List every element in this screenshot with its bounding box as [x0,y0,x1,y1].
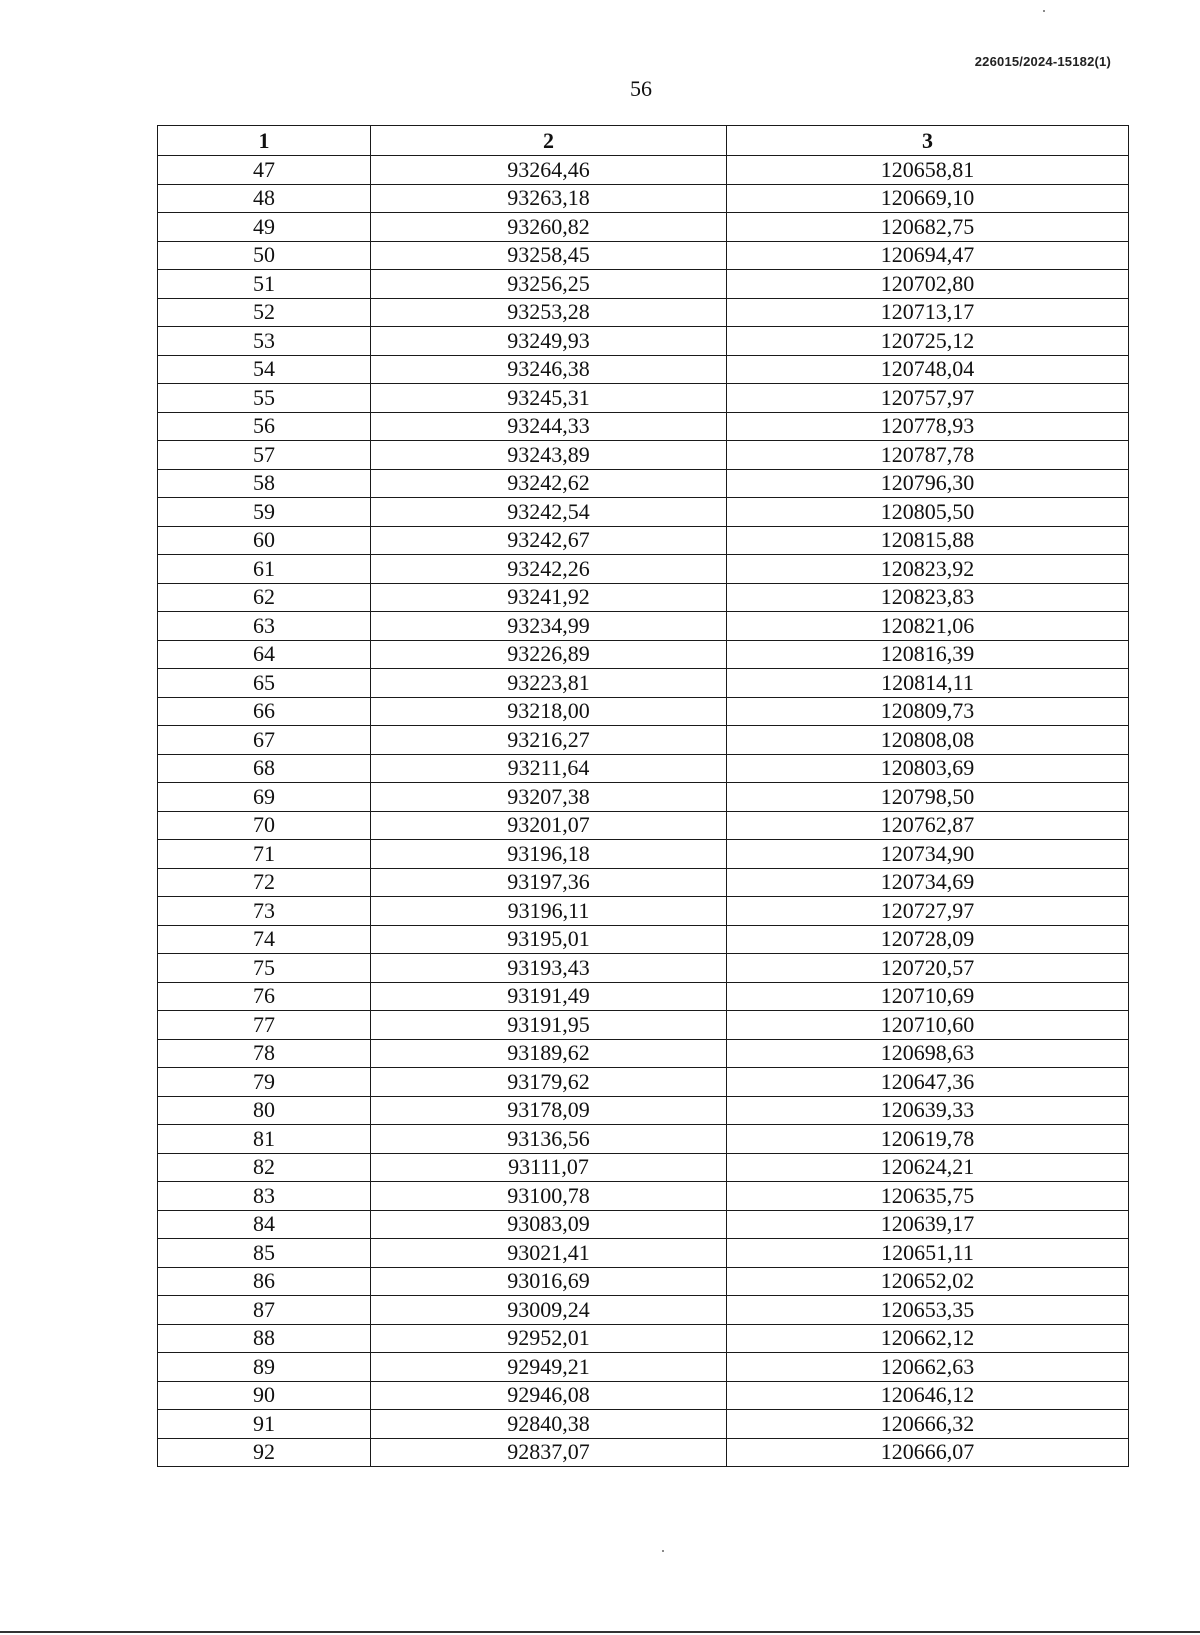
table-row [158,1353,1129,1382]
table-row [158,213,1129,242]
table-cell-col-1: 54 [158,355,371,384]
scan-speck [1043,10,1045,12]
table-row [158,1182,1129,1211]
table-row [158,1068,1129,1097]
table-cell-col-2: 93193,43 [371,954,727,983]
table-cell-col-1: 62 [158,583,371,612]
table-cell-col-3: 120662,12 [727,1324,1129,1353]
table-cell-col-3: 120814,11 [727,669,1129,698]
table-cell-col-1: 59 [158,498,371,527]
table-cell-col-3: 120734,90 [727,840,1129,869]
table-row [158,526,1129,555]
table-cell-col-2: 93016,69 [371,1267,727,1296]
table-row [158,327,1129,356]
table-cell-col-2: 93111,07 [371,1153,727,1182]
table-cell-col-1: 55 [158,384,371,413]
document-id: 226015/2024-15182(1) [974,54,1111,69]
table-cell-col-2: 93197,36 [371,868,727,897]
table-cell-col-2: 93226,89 [371,640,727,669]
table-cell-col-2: 92840,38 [371,1410,727,1439]
table-cell-col-3: 120624,21 [727,1153,1129,1182]
table-row [158,270,1129,299]
table-cell-col-3: 120647,36 [727,1068,1129,1097]
table-cell-col-3: 120639,33 [727,1096,1129,1125]
table-cell-col-1: 60 [158,526,371,555]
table-row [158,669,1129,698]
table-cell-col-2: 92952,01 [371,1324,727,1353]
table-header [158,126,1129,156]
table-cell-col-3: 120666,07 [727,1438,1129,1467]
table-cell-col-3: 120821,06 [727,612,1129,641]
table-cell-col-1: 66 [158,697,371,726]
table-row [158,469,1129,498]
table-cell-col-2: 92837,07 [371,1438,727,1467]
table-cell-col-3: 120725,12 [727,327,1129,356]
table-cell-col-2: 93216,27 [371,726,727,755]
table-cell-col-2: 93242,67 [371,526,727,555]
table-cell-col-3: 120796,30 [727,469,1129,498]
table-cell-col-1: 73 [158,897,371,926]
table-row [158,840,1129,869]
table-cell-col-2: 93264,46 [371,156,727,185]
table-cell-col-2: 93244,33 [371,412,727,441]
table-cell-col-2: 93242,54 [371,498,727,527]
table-row [158,783,1129,812]
table-cell-col-2: 93196,11 [371,897,727,926]
table-cell-col-3: 120702,80 [727,270,1129,299]
table-cell-col-1: 76 [158,982,371,1011]
table-cell-col-2: 93258,45 [371,241,727,270]
table-cell-col-3: 120651,11 [727,1239,1129,1268]
table-cell-col-3: 120823,92 [727,555,1129,584]
table-cell-col-1: 50 [158,241,371,270]
table-cell-col-2: 93256,25 [371,270,727,299]
table-row [158,555,1129,584]
table-cell-col-3: 120805,50 [727,498,1129,527]
table-cell-col-3: 120728,09 [727,925,1129,954]
table-cell-col-2: 93189,62 [371,1039,727,1068]
table-cell-col-2: 93191,95 [371,1011,727,1040]
table-cell-col-2: 92949,21 [371,1353,727,1382]
table-cell-col-2: 93246,38 [371,355,727,384]
table-row [158,1438,1129,1467]
table-cell-col-3: 120787,78 [727,441,1129,470]
table-cell-col-3: 120662,63 [727,1353,1129,1382]
table-row [158,697,1129,726]
table-cell-col-3: 120698,63 [727,1039,1129,1068]
table-cell-col-3: 120798,50 [727,783,1129,812]
table-cell-col-2: 93242,62 [371,469,727,498]
page-bottom-edge [0,1631,1200,1633]
table-row [158,1381,1129,1410]
table-cell-col-3: 120639,17 [727,1210,1129,1239]
table-row [158,640,1129,669]
table-cell-col-3: 120658,81 [727,156,1129,185]
table-row [158,298,1129,327]
table-cell-col-3: 120727,97 [727,897,1129,926]
table-cell-col-2: 93242,26 [371,555,727,584]
table-cell-col-1: 56 [158,412,371,441]
table-body [158,156,1129,1467]
table-cell-col-2: 93021,41 [371,1239,727,1268]
column-header-1: 1 [158,126,371,156]
table-row [158,612,1129,641]
table-row [158,184,1129,213]
table-cell-col-1: 52 [158,298,371,327]
table-cell-col-3: 120646,12 [727,1381,1129,1410]
table-cell-col-2: 93234,99 [371,612,727,641]
table-cell-col-2: 93223,81 [371,669,727,698]
table-cell-col-1: 57 [158,441,371,470]
table-row [158,1011,1129,1040]
table-row [158,1324,1129,1353]
table-cell-col-3: 120808,08 [727,726,1129,755]
table-cell-col-1: 85 [158,1239,371,1268]
table-cell-col-2: 93100,78 [371,1182,727,1211]
table-cell-col-1: 78 [158,1039,371,1068]
table-cell-col-3: 120815,88 [727,526,1129,555]
table-cell-col-1: 84 [158,1210,371,1239]
table-cell-col-2: 93191,49 [371,982,727,1011]
header-row [158,126,1129,156]
table-row [158,1267,1129,1296]
table-cell-col-1: 51 [158,270,371,299]
table-cell-col-1: 61 [158,555,371,584]
table-cell-col-2: 93009,24 [371,1296,727,1325]
table-row [158,1153,1129,1182]
table-cell-col-1: 65 [158,669,371,698]
table-cell-col-1: 72 [158,868,371,897]
table-row [158,498,1129,527]
table-cell-col-3: 120816,39 [727,640,1129,669]
table-cell-col-1: 81 [158,1125,371,1154]
table-cell-col-1: 82 [158,1153,371,1182]
table-cell-col-3: 120694,47 [727,241,1129,270]
table-cell-col-2: 93136,56 [371,1125,727,1154]
table-row [158,156,1129,185]
table-cell-col-2: 93253,28 [371,298,727,327]
table-cell-col-3: 120653,35 [727,1296,1129,1325]
table-row [158,954,1129,983]
table-cell-col-1: 91 [158,1410,371,1439]
table-cell-col-1: 86 [158,1267,371,1296]
table-cell-col-1: 68 [158,754,371,783]
table-cell-col-2: 93249,93 [371,327,727,356]
table-row [158,982,1129,1011]
table-cell-col-1: 74 [158,925,371,954]
table-cell-col-1: 90 [158,1381,371,1410]
table-cell-col-2: 93263,18 [371,184,727,213]
table-cell-col-3: 120803,69 [727,754,1129,783]
table-cell-col-3: 120809,73 [727,697,1129,726]
table-cell-col-1: 83 [158,1182,371,1211]
table-cell-col-1: 88 [158,1324,371,1353]
table-cell-col-1: 49 [158,213,371,242]
page-number: 56 [630,76,652,101]
table-cell-col-1: 48 [158,184,371,213]
table-cell-col-2: 93243,89 [371,441,727,470]
table-row [158,754,1129,783]
table-row [158,384,1129,413]
table-cell-col-1: 75 [158,954,371,983]
table-cell-col-3: 120619,78 [727,1125,1129,1154]
table-cell-col-2: 93211,64 [371,754,727,783]
table-cell-col-1: 63 [158,612,371,641]
table-cell-col-3: 120652,02 [727,1267,1129,1296]
table-row [158,412,1129,441]
table-row [158,897,1129,926]
table-cell-col-1: 64 [158,640,371,669]
table-cell-col-3: 120734,69 [727,868,1129,897]
table-row [158,1210,1129,1239]
table-cell-col-1: 58 [158,469,371,498]
table-cell-col-2: 93178,09 [371,1096,727,1125]
table-cell-col-3: 120682,75 [727,213,1129,242]
table-row [158,441,1129,470]
table-cell-col-2: 93218,00 [371,697,727,726]
table-cell-col-3: 120720,57 [727,954,1129,983]
table-row [158,1039,1129,1068]
table-cell-col-1: 89 [158,1353,371,1382]
table-cell-col-3: 120710,60 [727,1011,1129,1040]
table-row [158,583,1129,612]
table-row [158,241,1129,270]
table-cell-col-2: 92946,08 [371,1381,727,1410]
scan-speck [662,1550,664,1552]
column-header-3: 3 [727,126,1129,156]
table-cell-col-2: 93195,01 [371,925,727,954]
table-row [158,1125,1129,1154]
table-cell-col-1: 70 [158,811,371,840]
table-cell-col-2: 93207,38 [371,783,727,812]
table-row [158,355,1129,384]
table-row [158,811,1129,840]
table-cell-col-2: 93241,92 [371,583,727,612]
coordinates-table [157,125,1129,1467]
table-cell-col-3: 120710,69 [727,982,1129,1011]
table-row [158,925,1129,954]
table-cell-col-3: 120757,97 [727,384,1129,413]
table-cell-col-1: 69 [158,783,371,812]
table-cell-col-3: 120713,17 [727,298,1129,327]
table-cell-col-1: 87 [158,1296,371,1325]
table-row [158,726,1129,755]
table-row [158,1296,1129,1325]
column-header-2: 2 [371,126,727,156]
table-cell-col-2: 93083,09 [371,1210,727,1239]
table-cell-col-1: 92 [158,1438,371,1467]
table-cell-col-1: 53 [158,327,371,356]
table-cell-col-3: 120823,83 [727,583,1129,612]
table-cell-col-1: 47 [158,156,371,185]
table-cell-col-3: 120666,32 [727,1410,1129,1439]
table-cell-col-3: 120669,10 [727,184,1129,213]
table-cell-col-3: 120635,75 [727,1182,1129,1211]
table-cell-col-3: 120778,93 [727,412,1129,441]
table-cell-col-1: 67 [158,726,371,755]
table-cell-col-3: 120762,87 [727,811,1129,840]
table-row [158,1239,1129,1268]
table-cell-col-1: 71 [158,840,371,869]
table-cell-col-2: 93179,62 [371,1068,727,1097]
table-cell-col-2: 93260,82 [371,213,727,242]
table-cell-col-3: 120748,04 [727,355,1129,384]
table-row [158,1096,1129,1125]
table-cell-col-2: 93201,07 [371,811,727,840]
table-row [158,868,1129,897]
table-cell-col-1: 80 [158,1096,371,1125]
table-row [158,1410,1129,1439]
table-cell-col-2: 93245,31 [371,384,727,413]
table-cell-col-2: 93196,18 [371,840,727,869]
table-cell-col-1: 79 [158,1068,371,1097]
table-cell-col-1: 77 [158,1011,371,1040]
